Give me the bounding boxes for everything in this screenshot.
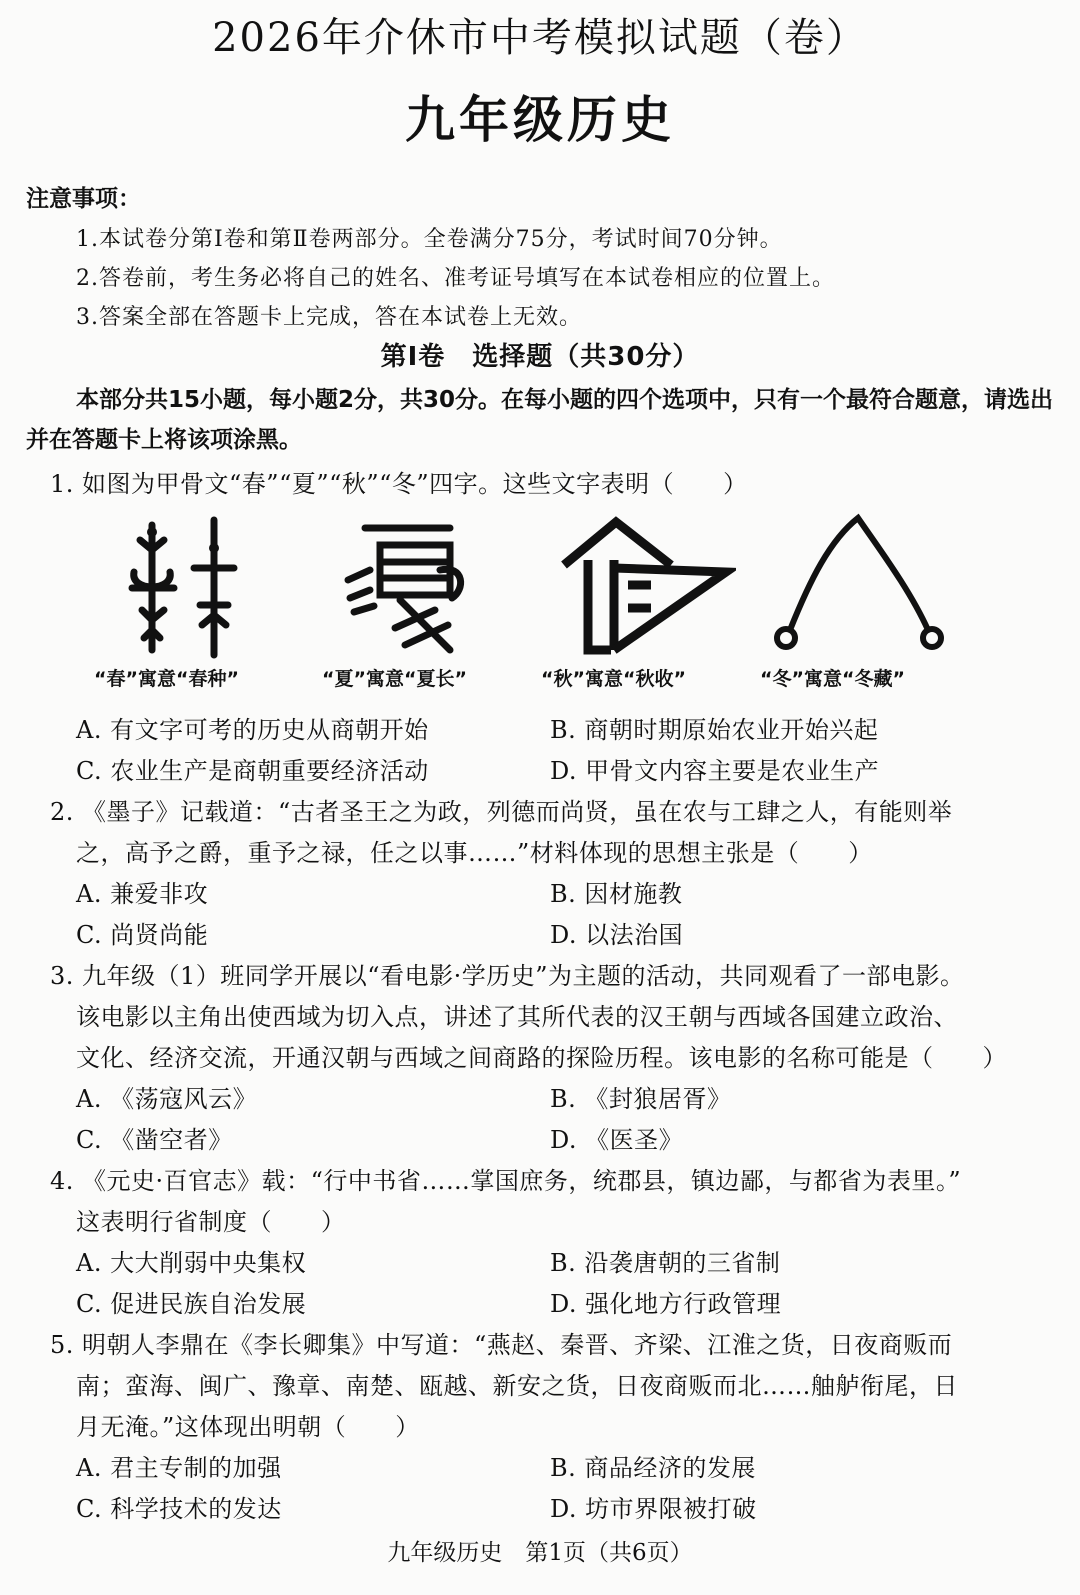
question-4-stem: 4. 《元史·百官志》载：“行中书省……掌国庶务，统郡县，镇边鄙，与都省为表里。” — [50, 1167, 962, 1195]
question-5-stem: 月无淹。”这体现出明朝（ ） — [76, 1413, 420, 1441]
oracle-bone-figure — [0, 510, 1080, 670]
option-c: C. 科学技术的发达 — [76, 1495, 282, 1523]
question-2-stem: 2. 《墨子》记载道：“古者圣王之为政，列德而尚贤，虽在农与工肆之人，有能则举 — [50, 798, 953, 826]
oracle-winter-glyph — [770, 510, 950, 660]
question-1-stem: 1. 如图为甲骨文“春”“夏”“秋”“冬”四字。这些文字表明（ ） — [50, 470, 748, 498]
question-3-stem: 该电影以主角出使西域为切入点，讲述了其所代表的汉王朝与西域各国建立政治、 — [76, 1003, 958, 1031]
figure-caption: “秋”寓意“秋收” — [541, 668, 686, 690]
oracle-summer-glyph — [340, 510, 470, 660]
option-a: A. 君主专制的加强 — [76, 1454, 282, 1482]
option-b: B. 《封狼居胥》 — [550, 1085, 732, 1113]
note-item: 1.本试卷分第Ⅰ卷和第Ⅱ卷两部分。全卷满分75分，考试时间70分钟。 — [76, 227, 783, 252]
figure-caption: “夏”寓意“夏长” — [322, 668, 467, 690]
option-d: D. 以法治国 — [550, 921, 684, 949]
notes-heading: 注意事项： — [26, 186, 141, 212]
question-5-stem: 南；蛮海、闽广、豫章、南楚、瓯越、新安之货，日夜商贩而北……舳舻衔尾，日 — [76, 1372, 958, 1400]
option-c: C. 农业生产是商朝重要经济活动 — [76, 757, 429, 785]
note-item: 3.答案全部在答题卡上完成，答在本试卷上无效。 — [76, 305, 582, 330]
option-d: D. 坊市界限被打破 — [550, 1495, 757, 1523]
note-item: 2.答卷前，考生务必将自己的姓名、准考证号填写在本试卷相应的位置上。 — [76, 266, 835, 291]
option-d: D. 甲骨文内容主要是农业生产 — [550, 757, 880, 785]
figure-caption: “春”寓意“春种” — [94, 668, 239, 690]
option-b: B. 商朝时期原始农业开始兴起 — [550, 716, 879, 744]
option-d: D. 强化地方行政管理 — [550, 1290, 782, 1318]
option-c: C. 尚贤尚能 — [76, 921, 209, 949]
exam-title: 2026年介休市中考模拟试题（卷） — [212, 15, 868, 61]
question-3-stem: 3. 九年级（1）班同学开展以“看电影·学历史”为主题的活动，共同观看了一部电影。 — [50, 962, 965, 990]
page-footer: 九年级历史 第1页（共6页） — [387, 1540, 693, 1566]
option-b: B. 商品经济的发展 — [550, 1454, 756, 1482]
option-a: A. 有文字可考的历史从商朝开始 — [76, 716, 429, 744]
section-description: 本部分共15小题，每小题2分，共30分。在每小题的四个选项中，只有一个最符合题意，请选出并在答题卡上将该项涂黑。 — [26, 387, 1054, 453]
option-a: A. 《荡寇风云》 — [76, 1085, 258, 1113]
option-b: B. 因材施教 — [550, 880, 683, 908]
oracle-spring-glyph — [122, 510, 252, 660]
option-d: D. 《医圣》 — [550, 1126, 684, 1154]
question-4-stem: 这表明行省制度（ ） — [76, 1208, 346, 1236]
figure-caption: “冬”寓意“冬藏” — [760, 668, 905, 690]
question-5-stem: 5. 明朝人李鼎在《李长卿集》中写道：“燕赵、秦晋、齐梁、江淮之货，日夜商贩而 — [50, 1331, 953, 1359]
question-3-stem: 文化、经济交流，开通汉朝与西域之间商路的探险历程。该电影的名称可能是（ ） — [76, 1044, 1007, 1072]
oracle-autumn-glyph — [556, 510, 736, 660]
option-a: A. 兼爱非攻 — [76, 880, 209, 908]
option-c: C. 促进民族自治发展 — [76, 1290, 307, 1318]
option-a: A. 大大削弱中央集权 — [76, 1249, 307, 1277]
option-b: B. 沿袭唐朝的三省制 — [550, 1249, 781, 1277]
exam-subject: 九年级历史 — [405, 90, 675, 149]
section-title: 第Ⅰ卷 选择题（共30分） — [380, 342, 700, 372]
question-2-stem: 之，高予之爵，重予之禄，任之以事……”材料体现的思想主张是（ ） — [76, 839, 873, 867]
option-c: C. 《凿空者》 — [76, 1126, 233, 1154]
